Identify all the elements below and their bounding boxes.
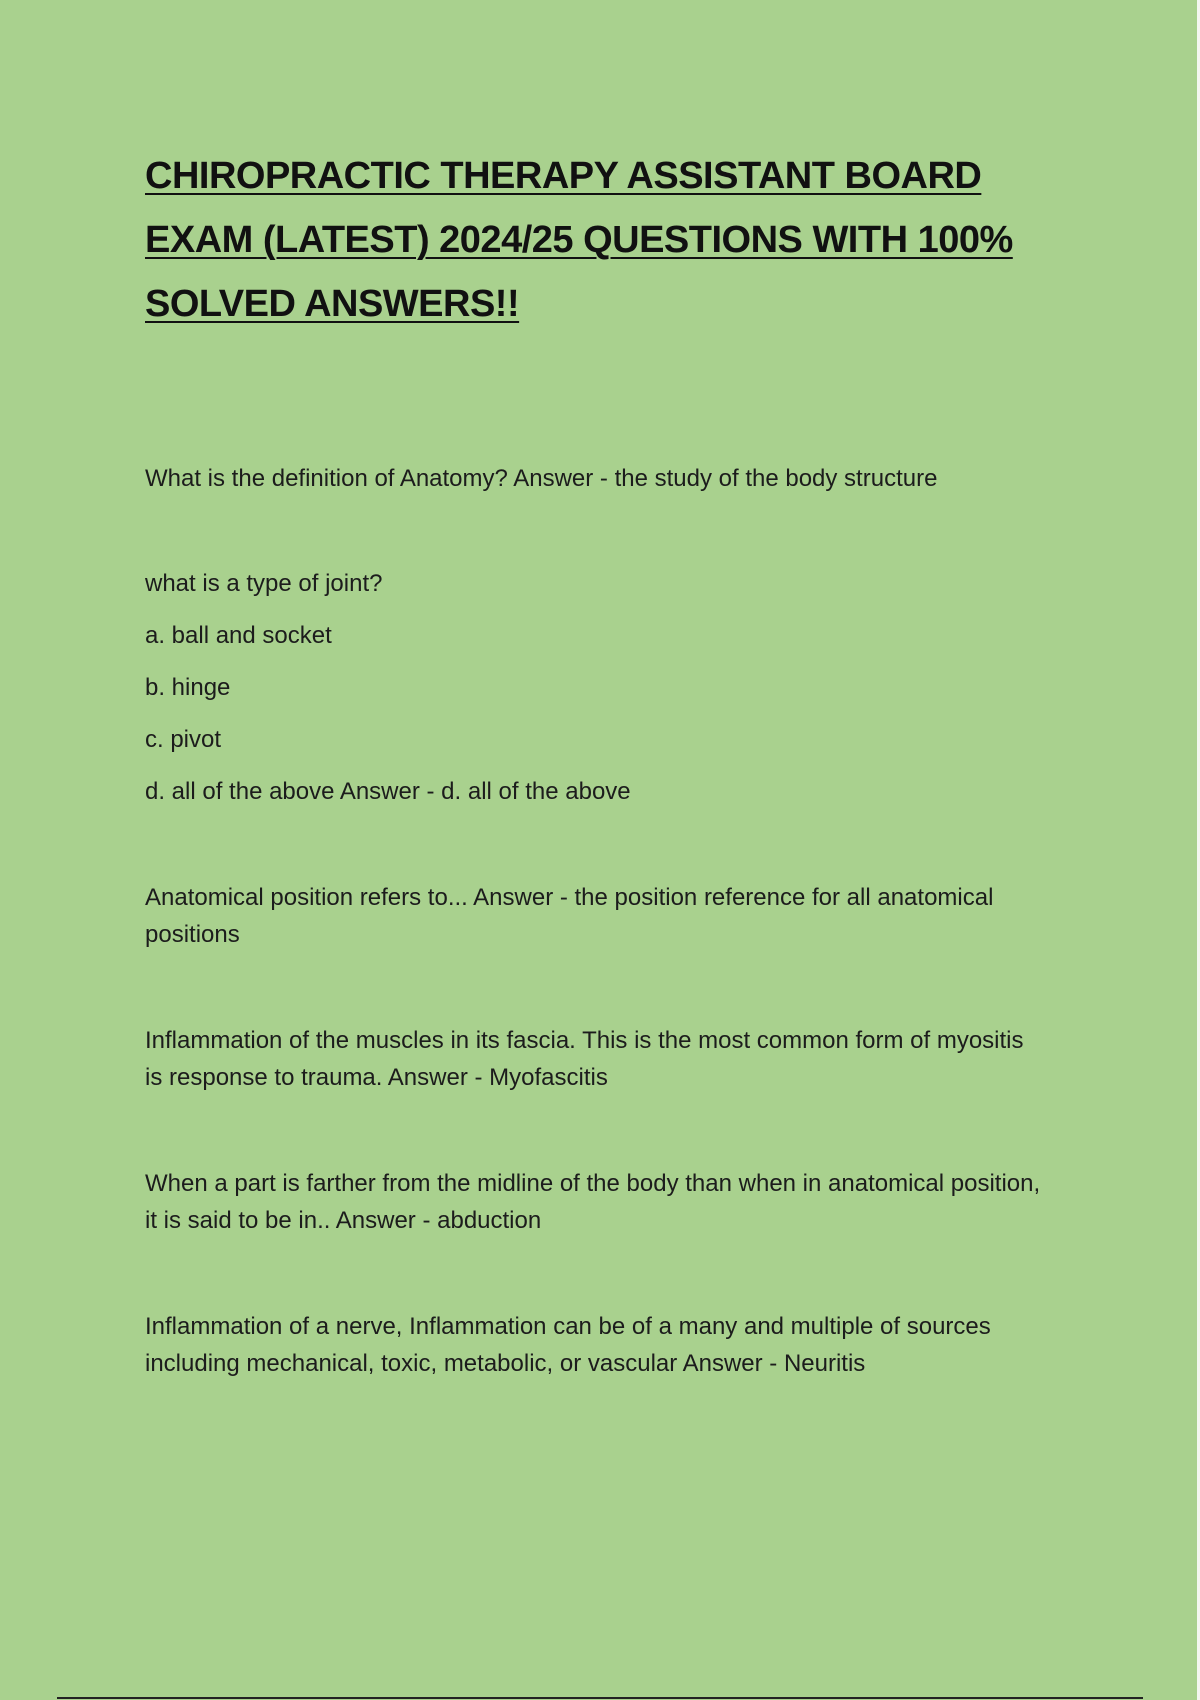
option-c: c. pivot (145, 726, 222, 753)
option-b: b. hinge (145, 674, 231, 701)
qa-item-myofascitis: Inflammation of the muscles in its fascia. This is the most common form of myositis is response to trauma. Answer - Myofascitis (145, 1027, 1024, 1091)
qa-item-anatomy: What is the definition of Anatomy? Answer - the study of the body structure (145, 465, 938, 492)
qa-item-anatomical-position: Anatomical position refers to... Answer - the position reference for all anatomical positions (145, 884, 994, 948)
question-joint: what is a type of joint? (145, 570, 383, 597)
option-d: d. all of the above Answer - d. all of the above (145, 778, 631, 805)
bottom-divider (57, 1697, 1143, 1699)
qa-item-abduction: When a part is farther from the midline of the body than when in anatomical position, it is said to be in.. Answer - abduction (145, 1170, 1041, 1234)
document-body (145, 460, 1045, 1382)
qa-item-neuritis: Inflammation of a nerve, Inflammation can be of a many and multiple of sources including mechanical, toxic, metabolic, or vascular Answer - Neuritis (145, 1313, 991, 1377)
qa-item-joint (145, 565, 1045, 810)
option-a: a. ball and socket (145, 622, 332, 649)
document-title: CHIROPRACTIC THERAPY ASSISTANT BOARD EXAM (LATEST) 2024/25 QUESTIONS WITH 100% SOLVED ANSWERS!! (145, 155, 1013, 325)
